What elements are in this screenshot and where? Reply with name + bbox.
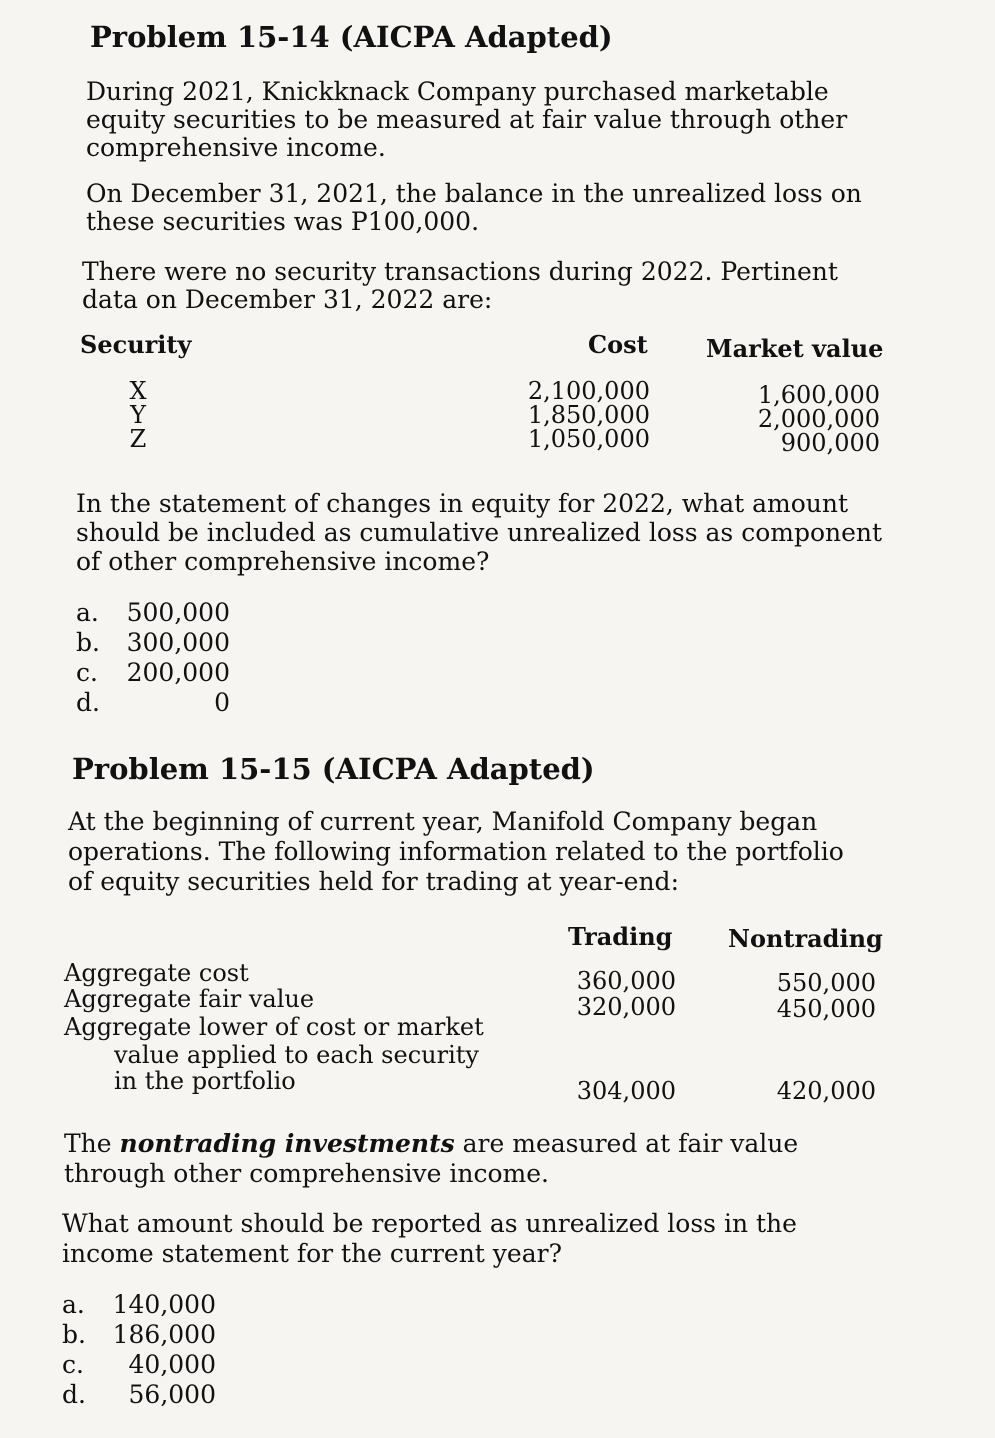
choice-value: 186,000 bbox=[112, 1320, 216, 1349]
choice-value: 140,000 bbox=[112, 1290, 216, 1319]
table-header-market: Market value bbox=[706, 334, 884, 363]
emphasized-term: nontrading investments bbox=[119, 1129, 455, 1158]
question-line: should be included as cumulative unrealized loss as component bbox=[76, 518, 883, 547]
question-line: What amount should be reported as unrealized loss in the bbox=[62, 1209, 797, 1238]
table-cell-cost: 1,050,000 bbox=[527, 425, 650, 453]
choice-letter: d. bbox=[76, 688, 100, 717]
table-cell-nontrading: 450,000 bbox=[776, 995, 876, 1023]
choice-a[interactable] bbox=[62, 1290, 216, 1320]
paragraph-line: equity securities to be measured at fair value through other bbox=[86, 105, 848, 134]
choice-c[interactable] bbox=[62, 1350, 216, 1380]
table-row-label: Aggregate fair value bbox=[64, 985, 315, 1013]
choice-letter: a. bbox=[76, 598, 99, 627]
table-cell-trading: 304,000 bbox=[576, 1077, 676, 1105]
table-header-trading: Trading bbox=[568, 922, 673, 951]
table-cell-trading: 360,000 bbox=[576, 967, 676, 995]
table-header-nontrading: Nontrading bbox=[728, 924, 883, 953]
choice-letter: a. bbox=[62, 1290, 85, 1319]
paragraph-line: During 2021, Knickknack Company purchased marketable bbox=[86, 77, 829, 106]
paragraph-line: At the beginning of current year, Manifold Company began bbox=[68, 807, 818, 836]
paragraph-line: data on December 31, 2022 are: bbox=[82, 285, 493, 314]
choice-letter: c. bbox=[76, 658, 98, 687]
table-header-cost: Cost bbox=[588, 330, 648, 359]
choice-d[interactable] bbox=[62, 1380, 216, 1410]
table-cell-market: 1,600,000 bbox=[757, 381, 880, 409]
choice-value: 200,000 bbox=[126, 658, 230, 687]
question-line: of other comprehensive income? bbox=[76, 547, 490, 576]
paragraph-line: comprehensive income. bbox=[86, 133, 386, 162]
paragraph-line: operations. The following information related to the portfolio bbox=[68, 837, 844, 866]
choice-letter: d. bbox=[62, 1380, 86, 1409]
problem-title: Problem 15-15 (AICPA Adapted) bbox=[72, 752, 595, 786]
question-line: In the statement of changes in equity for 2022, what amount bbox=[76, 489, 849, 518]
table-cell-market: 2,000,000 bbox=[757, 405, 880, 433]
paragraph-line: through other comprehensive income. bbox=[64, 1159, 549, 1188]
choice-d[interactable] bbox=[76, 688, 230, 718]
choice-letter: b. bbox=[62, 1320, 86, 1349]
question-line: income statement for the current year? bbox=[62, 1239, 562, 1268]
table-row-label: value applied to each security bbox=[114, 1041, 479, 1069]
table-cell-cost: 2,100,000 bbox=[527, 377, 650, 405]
choice-a[interactable] bbox=[76, 598, 230, 628]
table-cell-nontrading: 420,000 bbox=[776, 1077, 876, 1105]
choice-c[interactable] bbox=[76, 658, 230, 688]
paragraph-line: There were no security transactions during 2022. Pertinent bbox=[82, 257, 838, 286]
problem-title: Problem 15-14 (AICPA Adapted) bbox=[90, 20, 613, 54]
table-row-label: Aggregate lower of cost or market bbox=[64, 1013, 484, 1041]
choice-value: 0 bbox=[214, 688, 230, 717]
table-cell-cost: 1,850,000 bbox=[527, 401, 650, 429]
choice-value: 500,000 bbox=[126, 598, 230, 627]
table-cell-trading: 320,000 bbox=[576, 993, 676, 1021]
table-row-label: in the portfolio bbox=[114, 1067, 296, 1095]
paragraph-text: are measured at fair value bbox=[454, 1129, 799, 1158]
choice-b[interactable] bbox=[62, 1320, 216, 1350]
table-cell-security: Z bbox=[129, 425, 147, 453]
table-cell-market: 900,000 bbox=[780, 429, 880, 457]
paragraph-line: of equity securities held for trading at year-end: bbox=[68, 867, 679, 896]
paragraph-line: On December 31, 2021, the balance in the unrealized loss on bbox=[86, 179, 862, 208]
paragraph-text: The bbox=[64, 1129, 120, 1158]
table-header-security: Security bbox=[80, 330, 192, 359]
choice-letter: b. bbox=[76, 628, 100, 657]
choice-letter: c. bbox=[62, 1350, 84, 1379]
paragraph-line bbox=[64, 1130, 798, 1158]
paragraph-line: these securities was P100,000. bbox=[86, 207, 480, 236]
table-cell-nontrading: 550,000 bbox=[776, 969, 876, 997]
choice-b[interactable] bbox=[76, 628, 230, 658]
table-cell-security: X bbox=[129, 377, 147, 405]
choice-value: 56,000 bbox=[128, 1380, 216, 1409]
choice-value: 40,000 bbox=[128, 1350, 216, 1379]
table-row-label: Aggregate cost bbox=[64, 959, 249, 987]
choice-value: 300,000 bbox=[126, 628, 230, 657]
table-cell-security: Y bbox=[130, 401, 146, 429]
